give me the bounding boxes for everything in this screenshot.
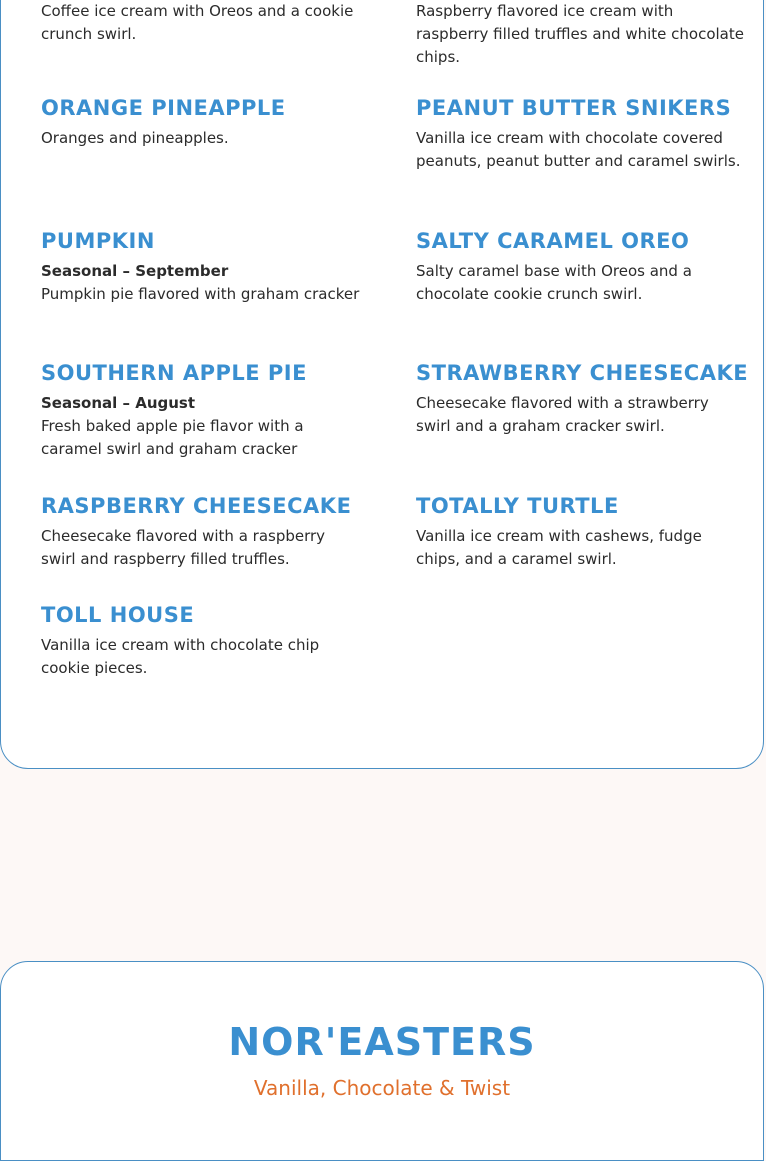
flavor-title: RASPBERRY CHEESECAKE	[41, 494, 352, 518]
flavor-description: Pumpkin pie flavored with graham cracker	[41, 285, 360, 303]
flavor-season: Seasonal – August	[41, 394, 196, 412]
flavor-item-peanut-butter-snikers	[416, 95, 746, 173]
section-subtitle: Vanilla, Chocolate & Twist	[253, 1076, 511, 1100]
flavor-title: STRAWBERRY CHEESECAKE	[416, 361, 749, 385]
flavor-season: Seasonal – September	[41, 262, 229, 280]
flavor-description: Salty caramel base with Oreos and a chocolate cookie crunch swirl.	[416, 262, 692, 303]
flavor-item-pumpkin	[41, 228, 361, 306]
flavor-item-coffee-oreo	[41, 0, 361, 46]
flavor-description: Cheesecake flavored with a strawberry swirl and a graham cracker swirl.	[416, 394, 709, 435]
flavor-description: Coffee ice cream with Oreos and a cookie crunch swirl.	[41, 2, 354, 43]
flavor-title: TOLL HOUSE	[41, 603, 195, 627]
flavor-title: TOTALLY TURTLE	[416, 494, 619, 518]
flavor-description: Vanilla ice cream with cashews, fudge chips, and a caramel swirl.	[416, 527, 702, 568]
flavor-item-orange-pineapple	[41, 95, 361, 150]
flavor-title: SALTY CARAMEL OREO	[416, 229, 690, 253]
flavor-title: SOUTHERN APPLE PIE	[41, 361, 307, 385]
section-title: NOR'EASTERS	[228, 1020, 536, 1064]
flavor-item-raspberry-cheesecake	[41, 493, 361, 571]
flavor-description: Vanilla ice cream with chocolate covered peanuts, peanut butter and caramel swirls.	[416, 129, 741, 170]
flavor-item-toll-house	[41, 602, 361, 680]
flavor-description: Fresh baked apple pie flavor with a caramel swirl and graham cracker	[41, 417, 304, 458]
flavor-title: PEANUT BUTTER SNIKERS	[416, 96, 732, 120]
flavor-description: Raspberry flavored ice cream with raspberry filled truffles and white chocolate chips.	[416, 2, 744, 66]
flavor-item-southern-apple-pie	[41, 360, 361, 461]
flavor-description: Oranges and pineapples.	[41, 129, 229, 147]
flavor-item-strawberry-cheesecake	[416, 360, 749, 438]
flavor-item-totally-turtle	[416, 493, 746, 571]
flavor-item-raspberry-truffle	[416, 0, 746, 69]
flavor-title: PUMPKIN	[41, 229, 155, 253]
flavor-item-salty-caramel-oreo	[416, 228, 746, 306]
flavor-title: ORANGE PINEAPPLE	[41, 96, 286, 120]
flavor-description: Vanilla ice cream with chocolate chip cookie pieces.	[41, 636, 320, 677]
flavor-description: Cheesecake flavored with a raspberry swirl and raspberry filled truffles.	[41, 527, 326, 568]
